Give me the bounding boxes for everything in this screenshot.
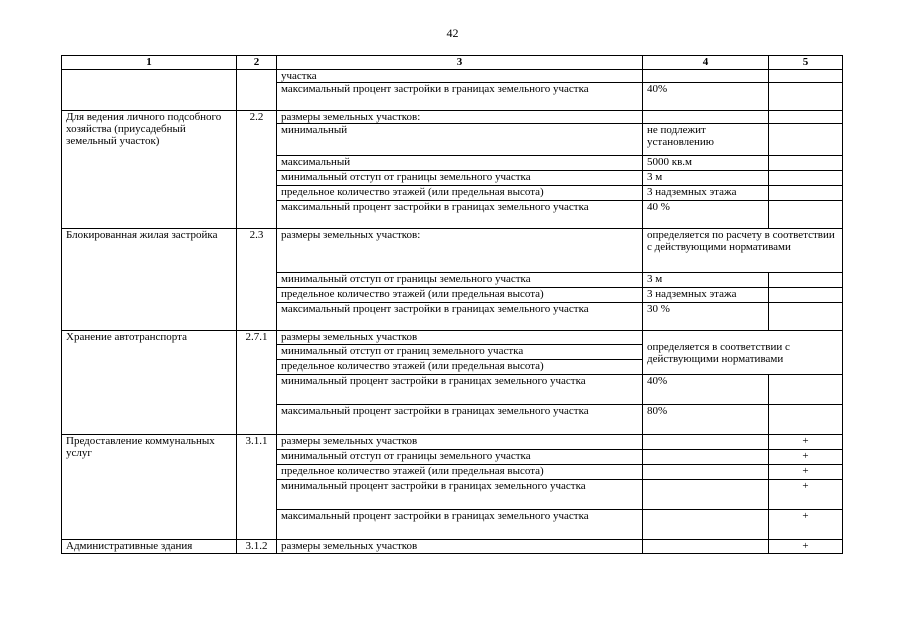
parameter-cell: предельное количество этажей (или предельная высота) <box>277 465 643 480</box>
table-row <box>62 331 843 345</box>
use-type-cell: Предоставление коммунальных услуг <box>62 435 237 540</box>
parameter-cell: размеры земельных участков: <box>277 229 643 273</box>
column-header: 1 <box>62 56 237 70</box>
value-cell <box>643 450 769 465</box>
mark-cell: + <box>769 480 843 510</box>
code-cell: 3.1.1 <box>237 435 277 540</box>
mark-cell <box>769 303 843 331</box>
table-row <box>62 435 843 450</box>
parameter-cell: максимальный <box>277 156 643 171</box>
mark-cell <box>769 273 843 288</box>
code-cell: 2.3 <box>237 229 277 331</box>
use-type-cell: Блокированная жилая застройка <box>62 229 237 331</box>
value-cell: определяется по расчету в соответствии с действующими нормативами <box>643 229 843 273</box>
parameter-cell: максимальный процент застройки в границах земельного участка <box>277 510 643 540</box>
code-cell: 3.1.2 <box>237 540 277 554</box>
mark-cell <box>769 70 843 83</box>
value-cell: 80% <box>643 405 769 435</box>
value-cell: определяется в соответствии с действующими нормативами <box>643 331 843 375</box>
table-row <box>62 229 843 273</box>
mark-cell <box>769 375 843 405</box>
parameter-cell: минимальный отступ от границы земельного участка <box>277 450 643 465</box>
mark-cell <box>769 186 843 201</box>
column-header: 3 <box>277 56 643 70</box>
parameter-cell: максимальный процент застройки в границах земельного участка <box>277 201 643 229</box>
parameter-cell: минимальный процент застройки в границах земельного участка <box>277 375 643 405</box>
parameter-cell: максимальный процент застройки в границах земельного участка <box>277 405 643 435</box>
value-cell: 3 надземных этажа <box>643 186 769 201</box>
parameter-cell: размеры земельных участков <box>277 540 643 554</box>
mark-cell <box>769 111 843 124</box>
mark-cell <box>769 124 843 156</box>
value-cell: 5000 кв.м <box>643 156 769 171</box>
mark-cell <box>769 201 843 229</box>
value-cell: 30 % <box>643 303 769 331</box>
value-cell <box>643 540 769 554</box>
column-header: 4 <box>643 56 769 70</box>
parameter-cell: минимальный отступ от границы земельного участка <box>277 273 643 288</box>
mark-cell <box>769 156 843 171</box>
parameter-cell: минимальный процент застройки в границах земельного участка <box>277 480 643 510</box>
mark-cell: + <box>769 465 843 480</box>
table-header-row <box>62 56 843 70</box>
table-row <box>62 111 843 124</box>
page-number: 42 <box>446 26 459 40</box>
code-cell <box>237 70 277 111</box>
parameter-cell: минимальный отступ от границы земельного участка <box>277 171 643 186</box>
value-cell <box>643 480 769 510</box>
value-cell: 3 м <box>643 171 769 186</box>
parameter-cell: минимальный отступ от границ земельного участка <box>277 345 643 360</box>
use-type-cell: Административные здания <box>62 540 237 554</box>
value-cell <box>643 70 769 83</box>
use-type-cell: Для ведения личного подсобного хозяйства (приусадебный земельный участок) <box>62 111 237 229</box>
parameter-cell: предельное количество этажей (или предельная высота) <box>277 288 643 303</box>
value-cell: 3 надземных этажа <box>643 288 769 303</box>
value-cell: не подлежит установлению <box>643 124 769 156</box>
column-header: 5 <box>769 56 843 70</box>
mark-cell <box>769 171 843 186</box>
regulations-table <box>61 55 843 554</box>
value-cell <box>643 465 769 480</box>
mark-cell: + <box>769 435 843 450</box>
use-type-cell <box>62 70 237 111</box>
value-cell <box>643 435 769 450</box>
code-cell: 2.2 <box>237 111 277 229</box>
parameter-cell: размеры земельных участков: <box>277 111 643 124</box>
mark-cell: + <box>769 510 843 540</box>
parameter-cell: максимальный процент застройки в границах земельного участка <box>277 83 643 111</box>
use-type-cell: Хранение автотранспорта <box>62 331 237 435</box>
mark-cell <box>769 83 843 111</box>
parameter-cell: участка <box>277 70 643 83</box>
parameter-cell: предельное количество этажей (или предельная высота) <box>277 186 643 201</box>
mark-cell <box>769 405 843 435</box>
parameter-cell: максимальный процент застройки в границах земельного участка <box>277 303 643 331</box>
column-header: 2 <box>237 56 277 70</box>
value-cell: 40% <box>643 83 769 111</box>
mark-cell <box>769 288 843 303</box>
value-cell: 40 % <box>643 201 769 229</box>
parameter-cell: размеры земельных участков <box>277 331 643 345</box>
mark-cell: + <box>769 540 843 554</box>
value-cell: 3 м <box>643 273 769 288</box>
value-cell: 40% <box>643 375 769 405</box>
value-cell <box>643 510 769 540</box>
parameter-cell: минимальный <box>277 124 643 156</box>
table-row <box>62 70 843 83</box>
code-cell: 2.7.1 <box>237 331 277 435</box>
parameter-cell: предельное количество этажей (или предельная высота) <box>277 360 643 375</box>
parameter-cell: размеры земельных участков <box>277 435 643 450</box>
value-cell <box>643 111 769 124</box>
table-row <box>62 540 843 554</box>
mark-cell: + <box>769 450 843 465</box>
